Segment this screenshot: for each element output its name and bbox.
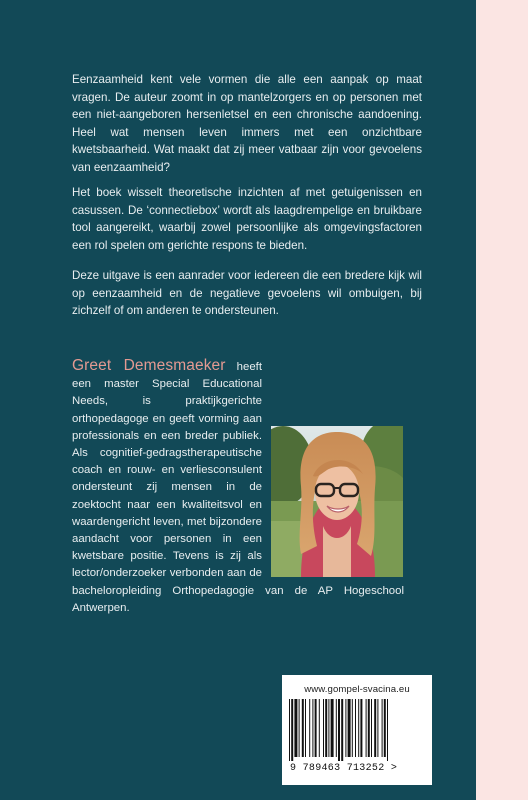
spine-edge — [476, 0, 528, 800]
blurb-paragraph-3: Deze uitgave is een aanrader voor iedereen die een bredere kijk wil op eenzaamheid en de negatieve gevoelens wil ombuigen, bij zichzelf of om anderen te ondersteunen. — [72, 269, 422, 318]
publisher-url: www.gompel-svacina.eu — [304, 684, 410, 695]
author-portrait-image — [271, 426, 403, 577]
author-photo — [271, 426, 403, 577]
blurb-paragraph-1: Eenzaamheid kent vele vormen die alle een aanpak op maat vragen. De auteur zoomt in op mantelzorgers en op personen met een niet-aangeboren hersenletsel en een chronische aandoening. Heel wat mensen leven immers met een onzichtbare kwetsbaarheid. Wat maakt dat zij meer vatbaar zijn voor gevoelens van eenzaamheid? — [72, 73, 422, 174]
author-name: Greet Demesmaeker — [72, 357, 226, 374]
barcode-block — [282, 675, 432, 785]
blurb-paragraph-2: Het boek wisselt theoretische inzichten af met getuigenissen en casussen. De ‘connectiebox’ wordt als laagdrempelige en bruikbare tool aangereikt, waarbij zowel persoonlijke als omgevingsfactoren een rol spelen om gerichte respons te bieden. — [72, 186, 422, 252]
isbn-number: 9 789463 713252 > — [290, 763, 398, 774]
author-bio-text: heeft een master Special Educational Needs, is praktijkgerichte orthopedagoge en geeft vorming aan professionals en een breder publiek. Als cognitief-gedragstherapeutische coach en rouw- en verliesconsulent ondersteunt zij mensen in de zoektocht naar een kwaliteitsvol en waardengericht leven, met bijzondere aandacht voor personen in een kwetsbare positie. Tevens is zij als lector/onderzoeker verbonden aan de bacheloropleiding Orthopedagogie van de AP Hogeschool Antwerpen. — [72, 361, 404, 614]
isbn-barcode — [287, 699, 427, 763]
